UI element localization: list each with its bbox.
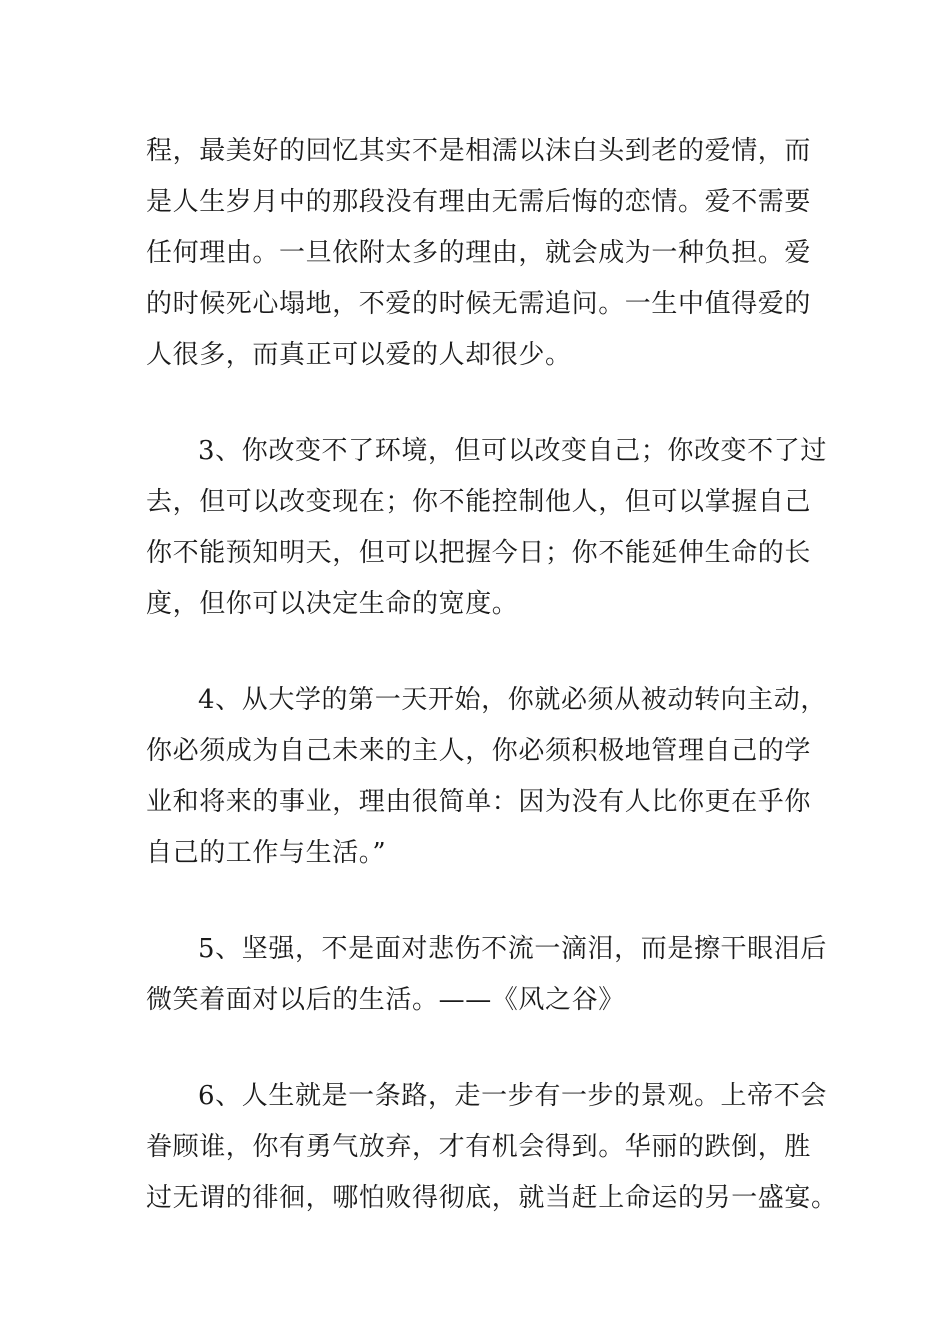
text-line: 3、你改变不了环境，但可以改变自己；你改变不了过 <box>198 436 827 466</box>
text-line: 过无谓的徘徊，哪怕败得彻底，就当赶上命运的另一盛宴。 <box>146 1183 838 1213</box>
text-line: 6、人生就是一条路，走一步有一步的景观。上帝不会 <box>198 1081 827 1111</box>
text-line: 你必须成为自己未来的主人，你必须积极地管理自己的学 <box>146 736 812 766</box>
paragraph-spacer <box>146 381 806 426</box>
text-line: 去，但可以改变现在；你不能控制他人，但可以掌握自己 <box>146 487 812 517</box>
text-line: 5、坚强，不是面对悲伤不流一滴泪，而是擦干眼泪后 <box>198 934 827 964</box>
paragraph-item-6 <box>146 1071 838 1224</box>
text-line: 是人生岁月中的那段没有理由无需后悔的恋情。爱不需要 <box>146 187 812 217</box>
paragraph-spacer <box>146 879 806 924</box>
paragraph-continued <box>146 126 812 381</box>
text-line: 自己的工作与生活。” <box>146 838 387 868</box>
text-line: 人很多，而真正可以爱的人却很少。 <box>146 340 572 370</box>
text-line: 4、从大学的第一天开始，你就必须从被动转向主动， <box>198 685 827 715</box>
text-line: 的时候死心塌地，不爱的时候无需追问。一生中值得爱的 <box>146 289 812 319</box>
text-line: 眷顾谁，你有勇气放弃，才有机会得到。华丽的跌倒，胜 <box>146 1132 812 1162</box>
paragraph-spacer <box>146 630 806 675</box>
text-line: 任何理由。一旦依附太多的理由，就会成为一种负担。爱 <box>146 238 812 268</box>
text-line: 微笑着面对以后的生活。——《风之谷》 <box>146 985 625 1015</box>
text-line: 业和将来的事业，理由很简单：因为没有人比你更在乎你 <box>146 787 812 817</box>
paragraph-item-4 <box>146 675 827 879</box>
text-line: 度，但你可以决定生命的宽度。 <box>146 589 519 619</box>
text-line: 你不能预知明天，但可以把握今日；你不能延伸生命的长 <box>146 538 812 568</box>
text-line: 程，最美好的回忆其实不是相濡以沫白头到老的爱情，而 <box>146 136 812 166</box>
document-page <box>146 126 838 1224</box>
paragraph-item-5 <box>146 924 827 1026</box>
paragraph-item-3 <box>146 426 827 630</box>
paragraph-spacer <box>146 1026 806 1071</box>
